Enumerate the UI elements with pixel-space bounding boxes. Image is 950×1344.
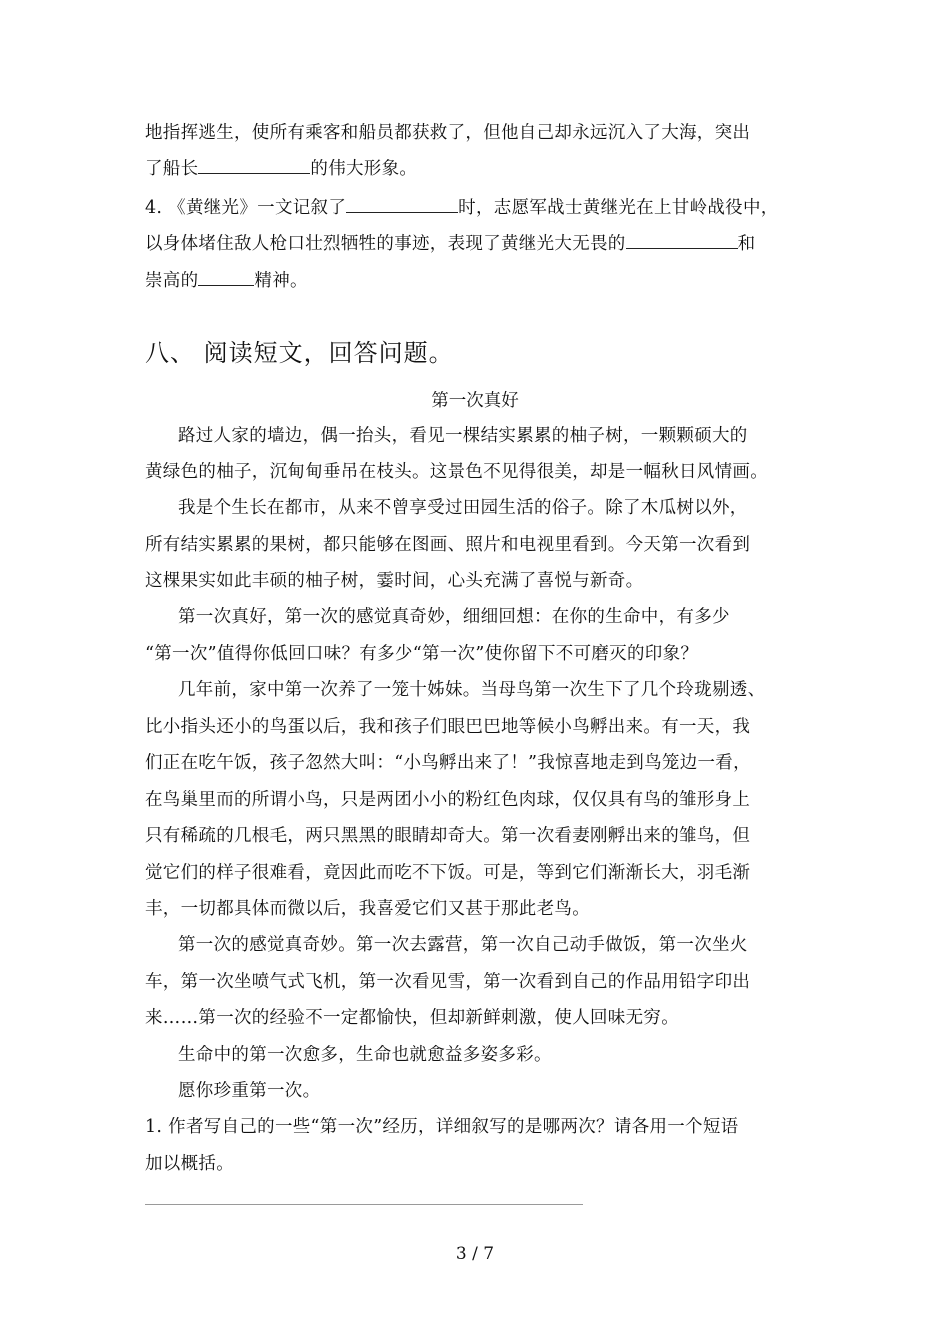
q4-answer-blank-2[interactable] <box>626 232 738 249</box>
passage-line: 黄绿色的柚子，沉甸甸垂吊在枝头。这景色不见得很美，却是一幅秋日风情画。 <box>145 462 768 482</box>
passage-line: 生命中的第一次愈多，生命也就愈益多姿多彩。 <box>178 1045 552 1065</box>
passage-line: 所有结实累累的果树，都只能够在图画、照片和电视里看到。今天第一次看到 <box>145 535 751 555</box>
page-number: 3 / 7 <box>455 1244 495 1264</box>
passage-line: 丰，一切都具体而微以后，我喜爱它们又甚于那此老鸟。 <box>145 899 590 919</box>
passage-line: 第一次真好，第一次的感觉真奇妙，细细回想：在你的生命中，有多少 <box>178 607 730 627</box>
passage-line: 车，第一次坐喷气式飞机，第一次看见雪，第一次看到自己的作品用铅字印出 <box>145 972 751 992</box>
passage-line: 第一次的感觉真奇妙。第一次去露营，第一次自己动手做饭，第一次坐火 <box>178 935 748 955</box>
q4-answer-blank-1[interactable] <box>346 196 458 213</box>
passage-line: 在鸟巢里而的所谓小鸟，只是两团小小的粉红色肉球，仅仅具有鸟的雏形身上 <box>145 790 751 810</box>
passage-title: 第一次真好 <box>431 391 519 411</box>
passage-line: 比小指头还小的鸟蛋以后，我和孩子们眼巴巴地等候小鸟孵出来。有一天，我 <box>145 717 751 737</box>
question-1-line-2: 加以概括。 <box>145 1154 234 1174</box>
q4-text-line-1 <box>145 196 779 220</box>
passage-line: 只有稀疏的几根毛，两只黑黑的眼睛却奇大。第一次看妻刚孵出来的雏鸟，但 <box>145 826 751 846</box>
q4-text-e: 崇高的 <box>145 271 199 291</box>
passage-line: 路过人家的墙边，偶一抬头，看见一棵结实累累的柚子树，一颗颗硕大的 <box>178 426 748 446</box>
q4-text-f: 精神。 <box>254 271 308 291</box>
q4-text-b: 时，志愿军战士黄继光在上甘岭战役中， <box>458 198 779 218</box>
passage-line: 来……第一次的经验不一定都愉快，但却新鲜刺激，使人回味无穷。 <box>145 1008 679 1028</box>
section-heading: 八、 阅读短文，回答问题。 <box>145 339 454 367</box>
passage-line: 们正在吃午饭，孩子忽然大叫：“小鸟孵出来了！”我惊喜地走到鸟笼边一看， <box>145 753 751 773</box>
q4-text-c: 以身体堵住敌人枪口壮烈牺牲的事迹，表现了黄继光大无畏的 <box>145 234 626 254</box>
q4-answer-blank-3[interactable] <box>198 269 254 286</box>
passage-line: 这棵果实如此丰硕的柚子树，霎时间，心头充满了喜悦与新奇。 <box>145 571 644 591</box>
q3-text-a: 了船长 <box>145 159 199 179</box>
q3-text-line-1: 地指挥逃生，使所有乘客和船员都获救了，但他自己却永远沉入了大海，突出 <box>145 123 751 143</box>
q4-text-line-2 <box>145 232 755 256</box>
question-1-answer-line[interactable] <box>145 1204 583 1205</box>
passage-line: 愿你珍重第一次。 <box>178 1081 321 1101</box>
q3-answer-blank[interactable] <box>198 157 310 174</box>
passage-line: 觉它们的样子很难看，竟因此而吃不下饭。可是，等到它们渐渐长大，羽毛渐 <box>145 863 751 883</box>
q3-text-line-2 <box>145 157 417 181</box>
passage-line: 我是个生长在都市，从来不曾享受过田园生活的俗子。除了木瓜树以外， <box>178 498 748 518</box>
q3-text-b: 的伟大形象。 <box>310 159 418 179</box>
q4-text-line-3 <box>145 269 308 293</box>
q4-text-d: 和 <box>737 234 756 254</box>
question-1-line-1: 1. 作者写自己的一些“第一次”经历，详细叙写的是哪两次？请各用一个短语 <box>145 1117 739 1137</box>
passage-line: 几年前，家中第一次养了一笼十姊妹。当母鸟第一次生下了几个玲珑剔透、 <box>178 680 766 700</box>
passage-line: “第一次”值得你低回口味？有多少“第一次”使你留下不可磨灭的印象？ <box>145 644 699 664</box>
q4-text-a: 4. 《黄继光》一文记叙了 <box>145 198 347 218</box>
